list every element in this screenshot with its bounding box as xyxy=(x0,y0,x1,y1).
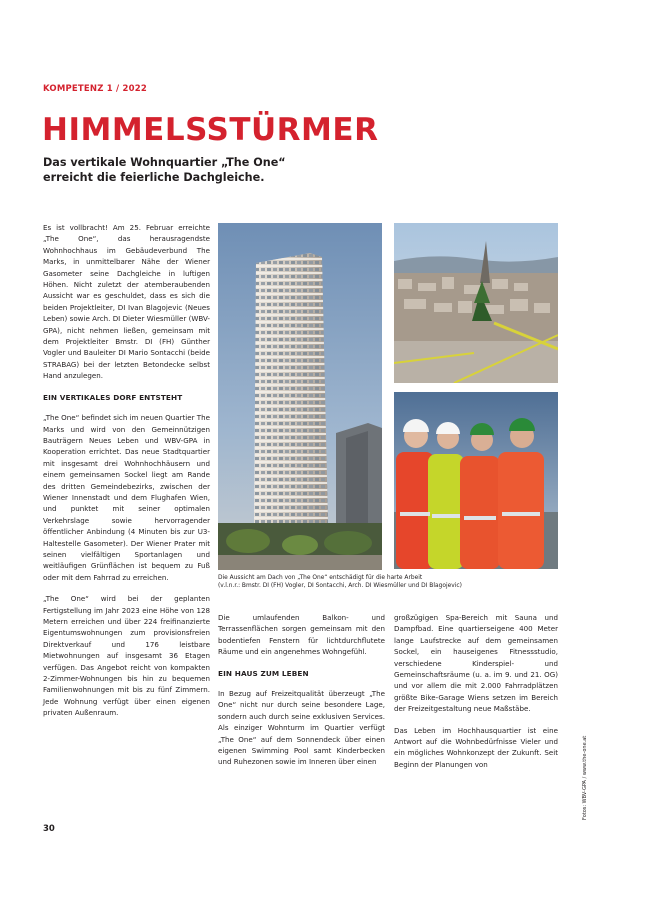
paragraph-zukunft: Das Leben im Hochhausquartier ist eine Antwort auf die Wohnbedürfnisse Vieler und ein mögliches Wohnkonzept der Zukunft. Seit Beginn der Planungen von xyxy=(394,725,558,769)
construction-team-image xyxy=(394,392,558,569)
photo-credit: Fotos: WBV-GPA / www.the-one.at xyxy=(582,735,588,820)
paragraph-freizeit: In Bezug auf Freizeitqualität überzeugt „The One“ nicht nur durch seine besondere Lage, sondern auch durch seine exklusiven Services. Als einziger Wohnturm im Quartier verfügt „The One“ auf dem Sonnendeck über einen eigenen Swimming Pool samt Kinderbecken und Ruhezonen sowie im Inneren über einen xyxy=(218,689,385,767)
page-number: 30 xyxy=(43,824,55,834)
article-column-1 xyxy=(43,222,210,729)
city-view-image xyxy=(394,223,558,383)
subtitle xyxy=(43,155,343,185)
paragraph-fertigstellung: „The One“ wird bei der geplanten Fertigstellung im Jahr 2023 eine Höhe von 128 Metern erreichen und über 224 freifinanzierte Eigentumswohnungen zum provisionsfreien Direktverkauf und 176 leistbare Mietwohnungen auf insgesamt 36 Etagen verfügen. Das Angebot reicht von kompakten 2-Zimmer-Wohnungen bis hin zu bequemen Familienwohnungen mit bis zu fünf Zimmern. Jede Wohnung verfügt über einen eigenen privaten Außenraum. xyxy=(43,594,210,718)
section-kicker: KOMPETENZ 1 / 2022 xyxy=(43,84,147,94)
page-title: HIMMELSSTÜRMER xyxy=(42,112,379,148)
subtitle-line-2: erreicht die feierliche Dachgleiche. xyxy=(43,171,265,184)
subtitle-line-1: Das vertikale Wohnquartier „The One“ xyxy=(43,156,286,169)
photo-caption xyxy=(218,574,558,590)
caption-line-1: Die Aussicht am Dach von „The One“ entschädigt für die harte Arbeit xyxy=(218,575,423,581)
article-column-3 xyxy=(394,612,558,780)
paragraph-intro: Es ist vollbracht! Am 25. Februar erreichte „The One“, das herausragendste Wohnhochhaus im Gebäudeverbund The Marks, in unmittelbarer Nähe der Wiener Gasometer seine Dachgleiche in luftigen Höhen. Nicht zuletzt der atemberaubenden Aussicht war es geschuldet, dass es sich die beiden Projektleiter, DI Ivan Blagojevic (Neues Leben) sowie Arch. DI Dieter Wiesmüller (WBV-GPA), nicht nehmen ließen, gemeinsam mit dem Projektleiter Bmstr. DI (FH) Günther Vogler und Bauleiter DI Mario Sontacchi (beide STRABAG) bei der letzten Betondecke selbst Hand anzulegen. xyxy=(43,223,210,381)
caption-line-2: (v.l.n.r.: Bmstr. DI (FH) Vogler, DI Sontacchi, Arch. DI Wiesmüller und DI Blagojevic) xyxy=(218,583,462,589)
section-heading-vertikales-dorf: EIN VERTIKALES DORF ENTSTEHT xyxy=(43,392,183,402)
paragraph-quartier: „The One“ befindet sich im neuen Quartier The Marks und wird von den Gemeinnützigen Bauträgern Neues Leben und WBV-GPA in Kooperation errichtet. Das neue Stadtquartier mit insgesamt drei Wohnhochhäusern und einem gemeinsamen Sockel liegt am Rande des dritten Gemeindebezirks, zwischen der Wiener Innenstadt und dem Flughafen Wien, und punktet mit seiner optimalen Verkehrslage sowie hervorragender öffentlicher Anbindung (4 Minuten bis zur U3-Haltestelle Gasometer). Der Wiener Prater mit seinen vielfältigen Sportanlagen und weitläufigen Grünflächen ist bequem zu Fuß oder mit dem Fahrrad zu erreichen. xyxy=(43,413,211,582)
paragraph-balkon: Die umlaufenden Balkon- und Terrassenflächen sorgen gemeinsam mit den bodentiefen Fenstern für lichtdurchflutete Räume und ein angenehmes Wohngefühl. xyxy=(218,613,385,657)
section-heading-haus-zum-leben: EIN HAUS ZUM LEBEN xyxy=(218,668,309,678)
article-column-2 xyxy=(218,612,385,778)
paragraph-spa: großzügigen Spa-Bereich mit Sauna und Dampfbad. Eine quartierseigene 400 Meter lange Laufstrecke auf dem gemeinsamen Sockel, ein hauseigenes Fitnessstudio, verschiedene Kinderspiel- und Gemeinschaftsräume (u. a. im 9. und 21. OG) und vor allem die mit 2.000 Fahrradplätzen größte Bike-Garage Wiens setzen im Bereich der Freizeitgestaltung neue Maßstäbe. xyxy=(394,613,558,714)
tower-rendering-image xyxy=(218,223,382,570)
